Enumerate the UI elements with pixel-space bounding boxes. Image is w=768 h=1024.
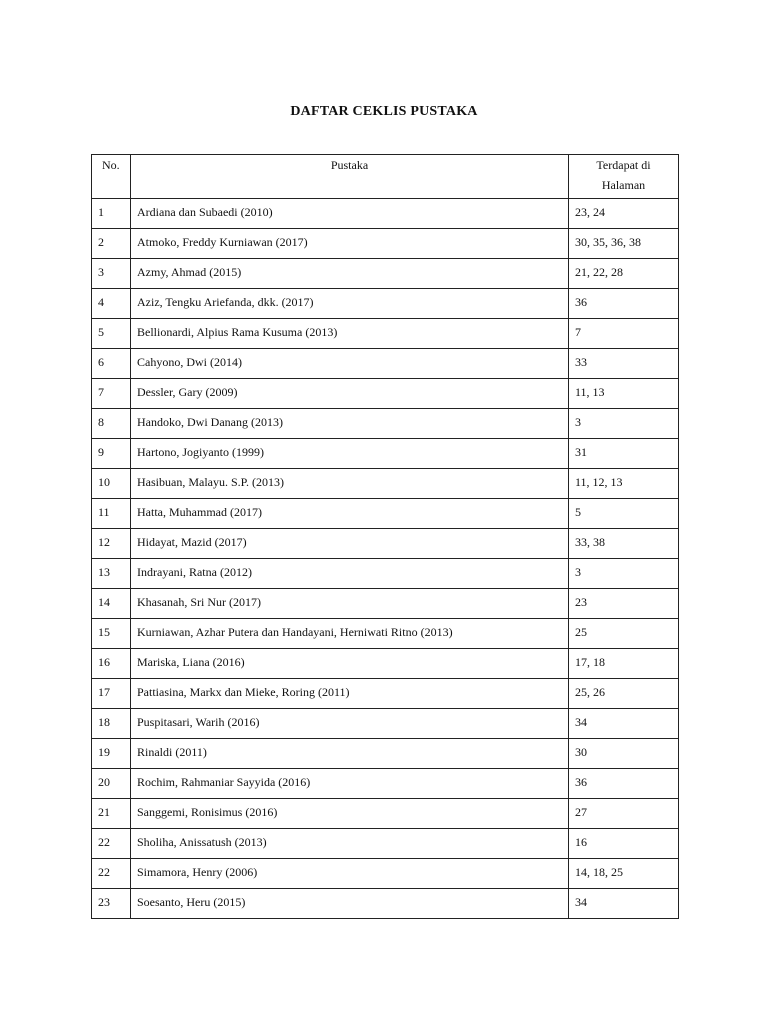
header-halaman-line1: Terdapat di: [596, 158, 651, 172]
cell-pustaka: Indrayani, Ratna (2012): [131, 559, 569, 589]
cell-pustaka: Puspitasari, Warih (2016): [131, 709, 569, 739]
cell-pustaka: Hasibuan, Malayu. S.P. (2013): [131, 469, 569, 499]
cell-halaman: 31: [569, 439, 679, 469]
cell-pustaka: Rinaldi (2011): [131, 739, 569, 769]
table-row: [92, 799, 679, 829]
cell-no: 5: [92, 319, 131, 349]
cell-no: 6: [92, 349, 131, 379]
cell-halaman: 23: [569, 589, 679, 619]
cell-pustaka: Kurniawan, Azhar Putera dan Handayani, Herniwati Ritno (2013): [131, 619, 569, 649]
cell-pustaka: Handoko, Dwi Danang (2013): [131, 409, 569, 439]
cell-halaman: 27: [569, 799, 679, 829]
cell-pustaka: Hartono, Jogiyanto (1999): [131, 439, 569, 469]
cell-pustaka: Ardiana dan Subaedi (2010): [131, 199, 569, 229]
cell-pustaka: Atmoko, Freddy Kurniawan (2017): [131, 229, 569, 259]
cell-pustaka: Aziz, Tengku Ariefanda, dkk. (2017): [131, 289, 569, 319]
table-row: [92, 739, 679, 769]
table-row: [92, 559, 679, 589]
cell-no: 7: [92, 379, 131, 409]
cell-no: 21: [92, 799, 131, 829]
cell-halaman: 14, 18, 25: [569, 859, 679, 889]
cell-pustaka: Pattiasina, Markx dan Mieke, Roring (2011): [131, 679, 569, 709]
table-row: [92, 379, 679, 409]
cell-halaman: 36: [569, 769, 679, 799]
cell-no: 3: [92, 259, 131, 289]
cell-pustaka: Sanggemi, Ronisimus (2016): [131, 799, 569, 829]
cell-no: 19: [92, 739, 131, 769]
table-row: [92, 259, 679, 289]
cell-no: 13: [92, 559, 131, 589]
header-pustaka: Pustaka: [131, 155, 569, 199]
cell-pustaka: Simamora, Henry (2006): [131, 859, 569, 889]
cell-halaman: 17, 18: [569, 649, 679, 679]
cell-halaman: 33: [569, 349, 679, 379]
header-halaman-line2: Halaman: [601, 178, 646, 192]
table-row: [92, 829, 679, 859]
cell-no: 4: [92, 289, 131, 319]
cell-pustaka: Mariska, Liana (2016): [131, 649, 569, 679]
cell-no: 8: [92, 409, 131, 439]
reference-checklist-table: [91, 154, 679, 919]
table-row: [92, 859, 679, 889]
cell-halaman: 30: [569, 739, 679, 769]
cell-pustaka: Azmy, Ahmad (2015): [131, 259, 569, 289]
cell-pustaka: Soesanto, Heru (2015): [131, 889, 569, 919]
cell-no: 12: [92, 529, 131, 559]
cell-halaman: 25, 26: [569, 679, 679, 709]
cell-pustaka: Cahyono, Dwi (2014): [131, 349, 569, 379]
cell-no: 22: [92, 859, 131, 889]
document-title: DAFTAR CEKLIS PUSTAKA: [290, 104, 478, 119]
cell-halaman: 34: [569, 889, 679, 919]
cell-halaman: 5: [569, 499, 679, 529]
cell-halaman: 30, 35, 36, 38: [569, 229, 679, 259]
table-row: [92, 199, 679, 229]
cell-no: 9: [92, 439, 131, 469]
cell-no: 18: [92, 709, 131, 739]
cell-no: 1: [92, 199, 131, 229]
table-row: [92, 889, 679, 919]
cell-no: 22: [92, 829, 131, 859]
cell-no: 23: [92, 889, 131, 919]
cell-halaman: 11, 12, 13: [569, 469, 679, 499]
cell-pustaka: Hidayat, Mazid (2017): [131, 529, 569, 559]
table-row: [92, 289, 679, 319]
table-row: [92, 709, 679, 739]
header-no: No.: [92, 155, 131, 199]
table-row: [92, 499, 679, 529]
cell-no: 17: [92, 679, 131, 709]
table-row: [92, 349, 679, 379]
table-row: [92, 319, 679, 349]
cell-no: 20: [92, 769, 131, 799]
cell-halaman: 36: [569, 289, 679, 319]
table-row: [92, 439, 679, 469]
cell-pustaka: Khasanah, Sri Nur (2017): [131, 589, 569, 619]
table-header-row: [92, 155, 679, 199]
table-row: [92, 469, 679, 499]
cell-halaman: 34: [569, 709, 679, 739]
table-row: [92, 529, 679, 559]
header-halaman: [569, 155, 679, 199]
cell-pustaka: Bellionardi, Alpius Rama Kusuma (2013): [131, 319, 569, 349]
table-row: [92, 769, 679, 799]
cell-halaman: 11, 13: [569, 379, 679, 409]
cell-no: 10: [92, 469, 131, 499]
cell-no: 11: [92, 499, 131, 529]
cell-halaman: 21, 22, 28: [569, 259, 679, 289]
cell-no: 14: [92, 589, 131, 619]
cell-pustaka: Dessler, Gary (2009): [131, 379, 569, 409]
table-row: [92, 649, 679, 679]
cell-halaman: 16: [569, 829, 679, 859]
table-row: [92, 619, 679, 649]
table-row: [92, 589, 679, 619]
cell-pustaka: Hatta, Muhammad (2017): [131, 499, 569, 529]
cell-no: 16: [92, 649, 131, 679]
cell-halaman: 23, 24: [569, 199, 679, 229]
table-row: [92, 679, 679, 709]
cell-halaman: 3: [569, 409, 679, 439]
cell-pustaka: Rochim, Rahmaniar Sayyida (2016): [131, 769, 569, 799]
table-row: [92, 229, 679, 259]
cell-halaman: 33, 38: [569, 529, 679, 559]
cell-pustaka: Sholiha, Anissatush (2013): [131, 829, 569, 859]
table-row: [92, 409, 679, 439]
table-body: [92, 199, 679, 919]
cell-no: 2: [92, 229, 131, 259]
cell-halaman: 3: [569, 559, 679, 589]
cell-no: 15: [92, 619, 131, 649]
cell-halaman: 25: [569, 619, 679, 649]
cell-halaman: 7: [569, 319, 679, 349]
